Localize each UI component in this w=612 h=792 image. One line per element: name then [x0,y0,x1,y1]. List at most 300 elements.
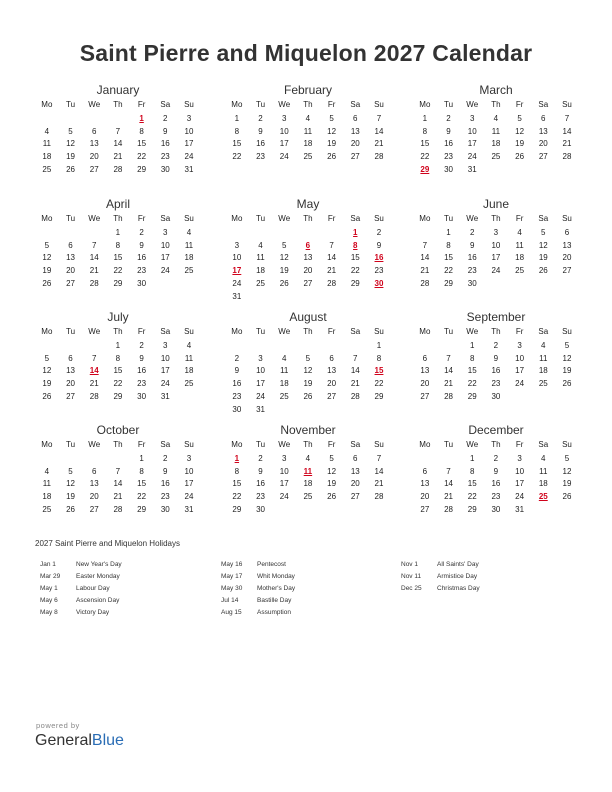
day-cell: 28 [350,391,360,401]
day-cell: 22 [350,266,360,276]
weekday-header: Tu [66,100,76,109]
day-cell: 16 [137,366,147,376]
weekday-header: Th [303,214,313,223]
month-november [225,423,391,517]
weekday-header: Th [303,440,313,449]
day-cell: 10 [467,126,477,136]
holiday-date: May 30 [221,585,243,592]
day-cell: 18 [279,379,289,389]
holiday-row [221,559,295,571]
day-cell: 22 [137,152,147,162]
weekday-header: Sa [538,100,549,109]
weekday-header: We [88,327,101,336]
day-cell: 30 [256,504,265,514]
day-cell: 22 [374,379,384,389]
day-cell: 14 [89,253,99,263]
day-cell: 3 [281,113,287,123]
day-cell: 4 [305,113,311,123]
empty-cell [343,340,367,353]
month-days-grid [413,99,579,177]
weekday-header: Mo [231,214,243,223]
weekday-header: Tu [444,440,454,449]
day-cell: 1 [115,227,121,237]
month-days-grid [35,213,201,291]
holiday-day-cell: 15 [374,366,384,376]
day-cell: 8 [469,466,475,476]
weekday-header: We [278,327,291,336]
month-name: August [289,310,327,324]
holidays-title: 2027 Saint Pierre and Miquelon Holidays [35,539,180,548]
weekday-header: Mo [41,214,53,223]
day-cell: 30 [232,404,242,414]
day-cell: 9 [163,126,168,136]
day-cell: 15 [137,139,147,149]
day-cell: 9 [163,466,168,476]
holiday-day-cell: 17 [232,266,242,276]
day-cell: 2 [493,453,499,463]
empty-cell [320,227,344,240]
holiday-row [401,583,480,595]
weekday-header: Tu [256,440,266,449]
day-cell: 9 [493,353,499,363]
day-cell: 13 [89,139,99,149]
holiday-date: Nov 11 [401,573,422,580]
weekday-header: Tu [444,327,454,336]
day-cell: 29 [467,391,477,401]
day-cell: 4 [493,113,499,123]
day-cell: 20 [562,253,572,263]
month-days-grid [35,439,201,517]
day-cell: 8 [139,466,144,476]
weekday-header: Th [113,100,123,109]
month-name: October [96,423,140,437]
day-cell: 2 [493,340,499,350]
weekday-header: Mo [419,327,431,336]
day-cell: 24 [279,492,289,502]
day-cell: 17 [184,139,194,149]
day-cell: 13 [66,253,75,263]
day-cell: 20 [66,266,75,276]
month-name: July [107,310,129,324]
holiday-date: May 1 [40,585,58,592]
month-days-grid [413,326,579,404]
day-cell: 6 [68,353,73,363]
day-cell: 6 [422,353,428,363]
brand-logo [35,732,124,750]
day-cell: 7 [91,240,97,250]
weekday-header: Su [562,100,572,109]
weekday-header: Th [491,440,501,449]
weekday-header: Mo [419,440,431,449]
day-cell: 21 [113,152,123,162]
holiday-row [40,559,122,571]
weekday-header: Fr [137,440,146,449]
holiday-row [40,595,122,607]
month-december [413,423,579,517]
day-cell: 24 [279,152,289,162]
day-cell: 14 [113,479,123,489]
day-cell: 19 [538,253,548,263]
empty-cell [437,340,461,353]
day-cell: 31 [515,504,525,514]
day-cell: 12 [562,353,572,363]
day-cell: 12 [538,240,548,250]
holiday-day-cell: 1 [139,113,144,123]
empty-cell [320,340,344,353]
weekday-header: We [278,100,291,109]
day-cell: 13 [66,366,75,376]
day-cell: 21 [444,379,453,389]
empty-cell [272,340,296,353]
day-cell: 31 [256,404,265,414]
day-cell: 31 [160,391,170,401]
day-cell: 28 [113,164,123,174]
empty-cell [296,340,320,353]
day-cell: 1 [422,113,428,123]
day-cell: 4 [541,340,546,350]
day-cell: 1 [234,113,240,123]
day-cell: 6 [329,353,334,363]
day-cell: 26 [66,164,75,174]
day-cell: 30 [491,504,501,514]
day-cell: 30 [160,504,170,514]
day-cell: 16 [444,139,453,149]
holiday-column [40,559,122,619]
day-cell: 22 [232,152,242,162]
day-cell: 18 [303,139,313,149]
holiday-name: Ascension Day [76,597,120,604]
day-cell: 22 [137,492,147,502]
day-cell: 4 [44,466,50,476]
day-cell: 20 [420,492,430,502]
day-cell: 27 [327,391,337,401]
day-cell: 28 [113,504,123,514]
month-days-grid [413,439,579,517]
weekday-header: Fr [327,214,336,223]
day-cell: 18 [491,139,501,149]
day-cell: 21 [420,266,430,276]
month-name: April [105,197,130,211]
day-cell: 24 [515,492,525,502]
day-cell: 22 [113,379,123,389]
day-cell: 19 [515,139,525,149]
holiday-name: Bastille Day [257,597,292,604]
weekday-header: Su [374,327,384,336]
holiday-name: Labour Day [76,585,110,592]
day-cell: 10 [515,353,525,363]
day-cell: 14 [444,479,453,489]
day-cell: 29 [350,278,360,288]
day-cell: 20 [66,379,75,389]
day-cell: 22 [232,492,242,502]
weekday-header: Fr [515,440,524,449]
day-cell: 16 [467,253,477,263]
day-cell: 7 [329,240,334,250]
day-cell: 4 [44,126,50,136]
weekday-header: Sa [538,214,549,223]
day-cell: 26 [538,266,548,276]
day-cell: 25 [303,492,313,502]
day-cell: 5 [517,113,522,123]
day-cell: 3 [186,453,192,463]
day-cell: 3 [517,340,522,350]
weekday-header: Mo [41,327,53,336]
day-cell: 13 [420,366,430,376]
day-cell: 23 [160,152,170,162]
weekday-header: Sa [350,327,361,336]
day-cell: 2 [163,113,168,123]
weekday-header: Mo [41,440,53,449]
day-cell: 22 [467,492,477,502]
day-cell: 15 [232,479,242,489]
holiday-date: May 6 [40,597,58,604]
day-cell: 16 [491,366,501,376]
day-cell: 15 [350,253,360,263]
month-name: December [468,423,524,437]
day-cell: 1 [469,340,475,350]
day-cell: 8 [446,240,451,250]
day-cell: 29 [137,164,147,174]
day-cell: 27 [350,492,360,502]
weekday-header: Tu [66,214,76,223]
day-cell: 5 [305,353,311,363]
day-cell: 3 [258,353,263,363]
weekday-header: Fr [137,327,146,336]
month-august [225,310,391,417]
day-cell: 27 [538,152,548,162]
day-cell: 14 [444,366,453,376]
empty-cell [413,227,437,240]
holiday-date: May 17 [221,573,243,580]
day-cell: 9 [258,466,263,476]
day-cell: 13 [538,126,548,136]
day-cell: 24 [256,391,265,401]
day-cell: 4 [517,227,522,237]
empty-cell [249,227,273,240]
day-cell: 26 [515,152,525,162]
day-cell: 13 [327,366,337,376]
day-cell: 13 [562,240,572,250]
holiday-name: Assumption [257,609,291,616]
day-cell: 11 [515,240,524,250]
day-cell: 12 [279,253,289,263]
day-cell: 22 [467,379,477,389]
weekday-header: Su [184,214,194,223]
month-march [413,83,579,177]
day-cell: 4 [186,340,192,350]
month-days-grid [225,99,391,164]
empty-cell [82,227,106,240]
day-cell: 26 [66,504,75,514]
weekday-header: We [88,440,101,449]
day-cell: 31 [467,164,477,174]
day-cell: 19 [562,479,572,489]
month-july [35,310,201,404]
day-cell: 12 [66,479,75,489]
day-cell: 25 [491,152,501,162]
day-cell: 30 [444,164,453,174]
weekday-header: Su [184,440,194,449]
day-cell: 4 [258,240,263,250]
empty-cell [59,453,83,466]
day-cell: 2 [139,340,144,350]
day-cell: 29 [137,504,147,514]
day-cell: 1 [376,340,382,350]
day-cell: 10 [160,353,170,363]
day-cell: 13 [420,479,430,489]
empty-cell [225,340,249,353]
day-cell: 14 [113,139,123,149]
day-cell: 16 [256,139,265,149]
day-cell: 24 [491,266,501,276]
empty-cell [413,340,437,353]
holiday-date: Aug 15 [221,609,242,616]
weekday-header: Tu [66,440,76,449]
day-cell: 12 [42,366,52,376]
weekday-header: Tu [444,100,454,109]
day-cell: 19 [66,492,75,502]
holiday-row [401,571,480,583]
weekday-header: Th [491,327,501,336]
weekday-header: Mo [419,214,431,223]
weekday-header: Th [303,100,313,109]
day-cell: 10 [184,126,194,136]
holiday-date: Nov 1 [401,561,418,568]
day-cell: 9 [469,240,475,250]
day-cell: 27 [66,278,75,288]
weekday-header: Su [184,327,194,336]
day-cell: 11 [539,466,548,476]
day-cell: 12 [327,466,337,476]
day-cell: 10 [491,240,501,250]
day-cell: 10 [515,466,525,476]
month-days-grid [35,326,201,404]
holiday-name: All Saints' Day [437,561,479,568]
day-cell: 20 [420,379,430,389]
day-cell: 6 [91,126,97,136]
day-cell: 17 [491,253,501,263]
day-cell: 26 [562,379,572,389]
weekday-header: Fr [137,100,146,109]
day-cell: 5 [68,126,73,136]
day-cell: 23 [137,379,147,389]
day-cell: 23 [256,152,265,162]
empty-cell [59,113,83,126]
day-cell: 28 [374,492,384,502]
weekday-header: Mo [419,100,431,109]
day-cell: 30 [467,278,477,288]
empty-cell [82,453,106,466]
weekday-header: Th [113,440,123,449]
day-cell: 2 [139,227,144,237]
day-cell: 29 [232,504,242,514]
day-cell: 2 [446,113,451,123]
day-cell: 20 [303,266,313,276]
weekday-header: Su [184,100,194,109]
weekday-header: Su [374,100,384,109]
day-cell: 1 [446,227,451,237]
day-cell: 26 [42,278,52,288]
weekday-header: Fr [515,327,524,336]
day-cell: 29 [467,504,477,514]
day-cell: 30 [137,391,147,401]
day-cell: 28 [444,504,453,514]
day-cell: 20 [89,492,99,502]
day-cell: 24 [467,152,477,162]
day-cell: 15 [232,139,242,149]
day-cell: 19 [42,379,52,389]
day-cell: 23 [137,266,147,276]
day-cell: 13 [350,126,360,136]
weekday-header: Su [374,214,384,223]
holiday-row [221,607,295,619]
day-cell: 21 [374,139,384,149]
weekday-header: Fr [327,327,336,336]
day-cell: 16 [160,479,170,489]
holiday-date: Dec 25 [401,585,422,592]
day-cell: 30 [137,278,147,288]
month-name: March [479,83,513,97]
day-cell: 24 [160,379,170,389]
day-cell: 16 [256,479,265,489]
weekday-header: Sa [160,327,171,336]
month-name: September [466,310,526,324]
day-cell: 24 [184,492,194,502]
day-cell: 7 [446,466,451,476]
weekday-header: Fr [327,440,336,449]
holiday-row [221,583,295,595]
day-cell: 20 [350,479,360,489]
day-cell: 19 [327,479,337,489]
day-cell: 11 [539,353,548,363]
weekday-header: Sa [350,440,361,449]
empty-cell [59,340,83,353]
weekday-header: Th [491,100,501,109]
holiday-name: Whit Monday [257,573,295,580]
empty-cell [106,453,130,466]
day-cell: 3 [163,227,168,237]
day-cell: 21 [89,379,99,389]
day-cell: 17 [184,479,194,489]
day-cell: 20 [350,139,360,149]
day-cell: 14 [350,366,360,376]
day-cell: 26 [327,152,337,162]
day-cell: 12 [66,139,75,149]
day-cell: 1 [115,340,121,350]
day-cell: 28 [374,152,384,162]
day-cell: 30 [160,164,170,174]
empty-cell [249,340,273,353]
day-cell: 31 [184,164,194,174]
day-cell: 26 [562,492,572,502]
day-cell: 11 [42,479,51,489]
day-cell: 28 [89,391,99,401]
day-cell: 22 [420,152,430,162]
day-cell: 8 [376,353,382,363]
day-cell: 14 [327,253,337,263]
holiday-day-cell: 25 [538,492,548,502]
day-cell: 11 [280,366,289,376]
empty-cell [413,453,437,466]
brand-blue: Blue [91,732,124,749]
day-cell: 21 [374,479,384,489]
day-cell: 3 [234,240,240,250]
day-cell: 28 [327,278,337,288]
weekday-header: Sa [160,100,171,109]
day-cell: 2 [469,227,475,237]
day-cell: 5 [44,240,50,250]
day-cell: 4 [186,227,192,237]
